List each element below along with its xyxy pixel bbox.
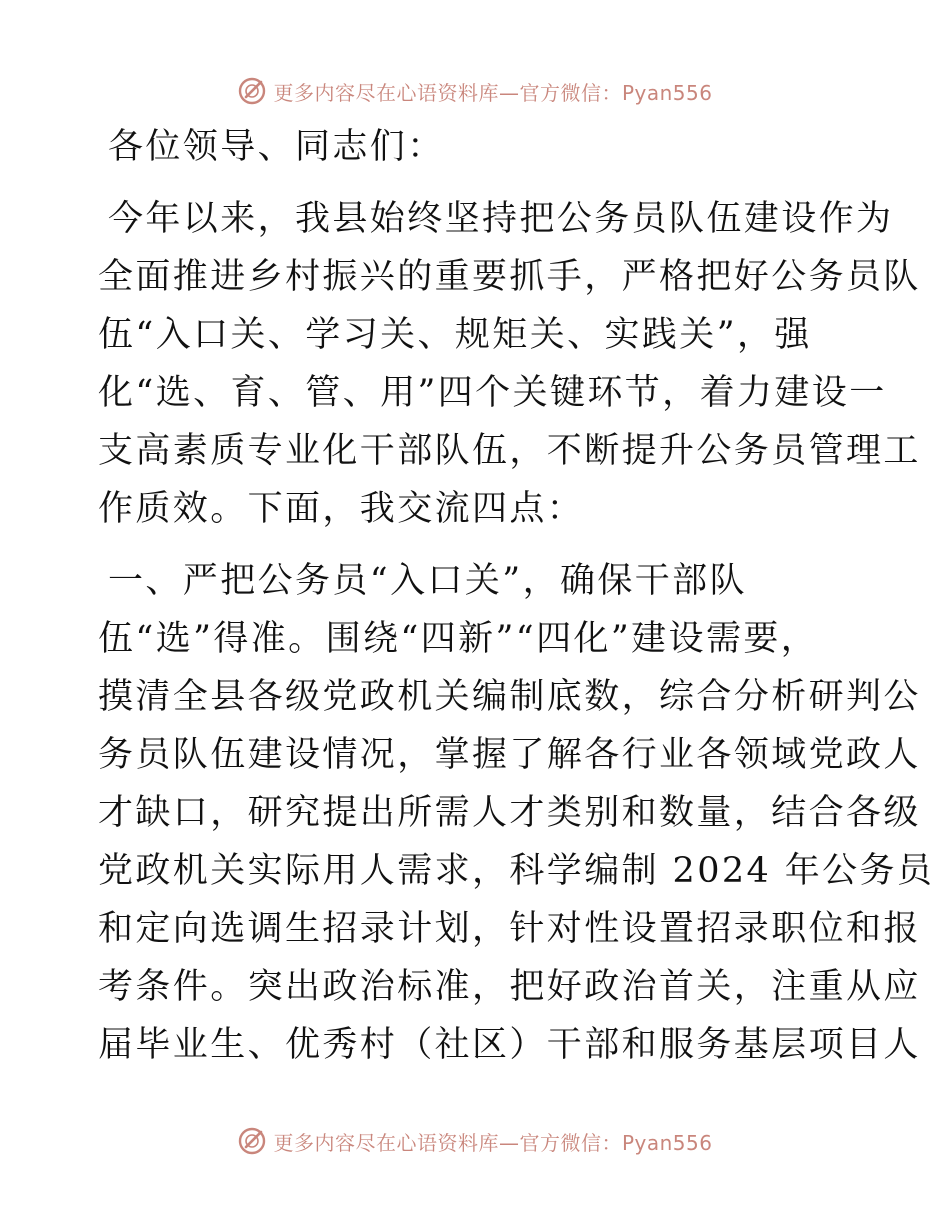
text-line: 和定向选调生招录计划，针对性设置招录职位和报	[98, 909, 921, 949]
text-line: 考条件。突出政治标准，把好政治首关，注重从应	[98, 967, 921, 1007]
text-line: 化“选、育、管、用”四个关键环节，着力建设一	[98, 373, 887, 413]
watermark-text: 更多内容尽在心语资料库—官方微信：Pyan556	[273, 1130, 713, 1155]
text-line: 摸清全县各级党政机关编制底数，综合分析研判公	[98, 677, 921, 717]
paragraph-intro	[98, 190, 921, 538]
text-line: 今年以来，我县始终坚持把公务员队伍建设作为	[108, 199, 894, 239]
greeting: 各位领导、同志们：	[108, 127, 445, 167]
document-body	[98, 118, 935, 1074]
logo-icon	[237, 76, 267, 106]
text-line: 支高素质专业化干部队伍，不断提升公务员管理工	[98, 431, 921, 471]
text-line: 党政机关实际用人需求，科学编制 2024 年公务员	[98, 851, 935, 891]
text-line: 务员队伍建设情况，掌握了解各行业各领域党政人	[98, 735, 921, 775]
watermark-bottom	[0, 1121, 950, 1161]
text-line: 届毕业生、优秀村（社区）干部和服务基层项目人	[98, 1025, 921, 1065]
watermark-text: 更多内容尽在心语资料库—官方微信：Pyan556	[273, 80, 713, 105]
paragraph-section-one	[98, 552, 935, 1074]
text-line: 伍“选”得准。围绕“四新”“四化”建设需要，	[98, 619, 819, 659]
text-line: 全面推进乡村振兴的重要抓手，严格把好公务员队	[98, 257, 921, 297]
text-line: 作质效。下面，我交流四点：	[98, 489, 585, 529]
text-line: 才缺口，研究提出所需人才类别和数量，结合各级	[98, 793, 921, 833]
text-line: 伍“入口关、学习关、规矩关、实践关”，强	[98, 315, 812, 355]
watermark-top	[0, 71, 950, 111]
logo-icon	[237, 1126, 267, 1156]
section-heading-line: 一、严把公务员“入口关”，确保干部队	[108, 561, 747, 601]
